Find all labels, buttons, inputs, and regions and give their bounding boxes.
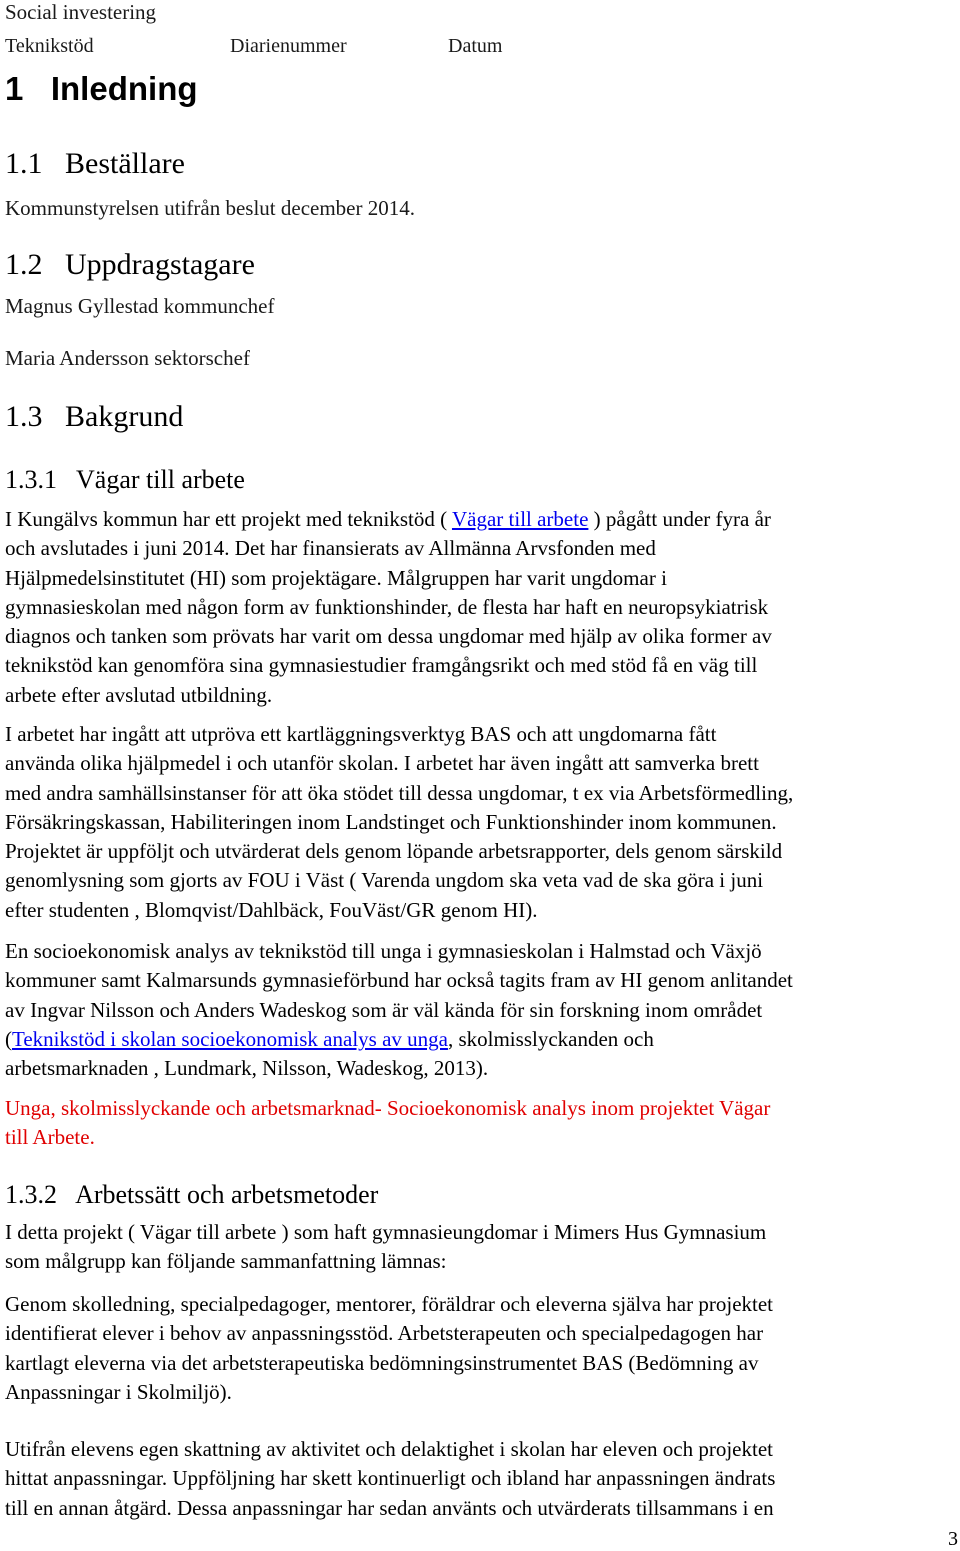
heading-vagar-till-arbete: 1.3.1 Vägar till arbete	[5, 465, 245, 494]
paragraph-line: av Ingvar Nilsson och Anders Wadeskog som är väl kända för sin forskning inom området	[5, 997, 763, 1022]
header-field-diarienummer: Diarienummer	[230, 35, 347, 57]
header-field-datum: Datum	[448, 35, 503, 57]
link-teknikstod-i-skolan[interactable]: Teknikstöd i skolan socioekonomisk analys av unga	[12, 1026, 448, 1051]
paragraph-line: teknikstöd kan genomföra sina gymnasiestudier framgångsrikt och med stöd få en väg till	[5, 653, 758, 678]
paragraph-line: till Arbete.	[5, 1125, 95, 1150]
heading-arbetssatt: 1.3.2 Arbetssätt och arbetsmetoder	[5, 1180, 379, 1209]
paragraph-line: Anpassningar i Skolmiljö).	[5, 1379, 232, 1404]
header-fields	[5, 35, 502, 58]
paragraph-line: (Teknikstöd i skolan socioekonomisk analys av unga, skolmisslyckanden och	[5, 1026, 654, 1051]
paragraph-socioekonomisk	[5, 937, 957, 1083]
uppdragstagare-line-2: Maria Andersson sektorschef	[5, 346, 250, 370]
paragraph-line: efter studenten , Blomqvist/Dahlbäck, FouVäst/GR genom HI).	[5, 897, 538, 922]
paragraph-line: I detta projekt ( Vägar till arbete ) som haft gymnasieungdomar i Mimers Hus Gymnasium	[5, 1220, 767, 1244]
paragraph-line: I Kungälvs kommun har ett projekt med teknikstöd ( Vägar till arbete ) pågått under fyra år	[5, 507, 771, 531]
heading-bestallare: 1.1 Beställare	[5, 147, 185, 180]
paragraph-line: diagnos och tanken som prövats har varit om dessa ungdomar med hjälp av olika former av	[5, 624, 772, 649]
paragraph-line: använda olika hjälpmedel i och utanför skolan. I arbetet har även ingått att samverka brett	[5, 751, 759, 776]
paragraph-vagar-intro	[5, 505, 957, 710]
bestallare-text: Kommunstyrelsen utifrån beslut december 2014.	[5, 196, 415, 220]
paragraph-projekt-sammanfattning	[5, 1218, 957, 1277]
header-field-teknikstod: Teknikstöd	[5, 35, 94, 57]
paragraph-line: med andra samhällsinstanser för att öka stödet till dessa ungdomar, t ex via Arbetsförmedling,	[5, 780, 794, 805]
paragraph-utifran	[5, 1435, 957, 1523]
uppdragstagare-line-1: Magnus Gyllestad kommunchef	[5, 294, 275, 318]
paragraph-line: gymnasieskolan med någon form av funktionshinder, de flesta har haft en neuropsykiatrisk	[5, 594, 769, 619]
paragraph-line: och avslutades i juni 2014. Det har finansierats av Allmänna Arvsfonden med	[5, 536, 656, 561]
paragraph-line: till en annan åtgärd. Dessa anpassningar har sedan använts och utvärderats tillsammans i en	[5, 1495, 774, 1520]
paragraph-line: kartlagt eleverna via det arbetsterapeutiska bedömningsinstrumentet BAS (Bedömning av	[5, 1350, 759, 1375]
paragraph-line: I arbetet har ingått att utpröva ett kartläggningsverktyg BAS och att ungdomarna fått	[5, 722, 717, 746]
paragraph-line: Unga, skolmisslyckande och arbetsmarknad- Socioekonomisk analys inom projektet Vägar	[5, 1096, 771, 1120]
paragraph-skolledning	[5, 1290, 957, 1407]
paragraph-line: som målgrupp kan följande sammanfattning lämnas:	[5, 1249, 447, 1274]
paragraph-line: kommuner samt Kalmarsunds gymnasieförbund har också tagits fram av HI genom anlitandet	[5, 968, 793, 993]
paragraph-red-note	[5, 1094, 957, 1153]
paragraph-line: Genom skolledning, specialpedagoger, mentorer, föräldrar och eleverna själva har projektet	[5, 1292, 774, 1316]
heading-inledning: 1 Inledning	[5, 70, 198, 107]
paragraph-line: arbete efter avslutad utbildning.	[5, 682, 273, 707]
document-title: Social investering	[5, 0, 157, 24]
paragraph-line: Utifrån elevens egen skattning av aktivitet och delaktighet i skolan har eleven och projektet	[5, 1437, 773, 1461]
paragraph-line: Projektet är uppföljt och utvärderat dels genom löpande arbetsrapporter, dels genom särskild	[5, 839, 783, 864]
paragraph-line: Försäkringskassan, Habiliteringen inom Landstinget och Funktionshinder inom kommunen.	[5, 809, 777, 834]
paragraph-line: hittat anpassningar. Uppföljning har skett kontinuerligt och ibland har anpassningen ändrats	[5, 1466, 776, 1491]
paragraph-arbetet	[5, 720, 957, 925]
heading-uppdragstagare: 1.2 Uppdragstagare	[5, 248, 255, 281]
paragraph-line: En socioekonomisk analys av teknikstöd till unga i gymnasieskolan i Halmstad och Växjö	[5, 939, 762, 963]
paragraph-line: arbetsmarknaden , Lundmark, Nilsson, Wadeskog, 2013).	[5, 1056, 489, 1081]
paragraph-line: identifierat elever i behov av anpassningsstöd. Arbetsterapeuten och specialpedagogen har	[5, 1321, 764, 1346]
link-vagar-till-arbete[interactable]: Vägar till arbete	[451, 507, 589, 531]
paragraph-line: genomlysning som gjorts av FOU i Väst ( Varenda ungdom ska veta vad de ska göra i juni	[5, 868, 764, 893]
heading-bakgrund: 1.3 Bakgrund	[5, 400, 184, 433]
paragraph-line: Hjälpmedelsinstitutet (HI) som projektägare. Målgruppen har varit ungdomar i	[5, 565, 667, 590]
page-number: 3	[948, 1528, 958, 1550]
